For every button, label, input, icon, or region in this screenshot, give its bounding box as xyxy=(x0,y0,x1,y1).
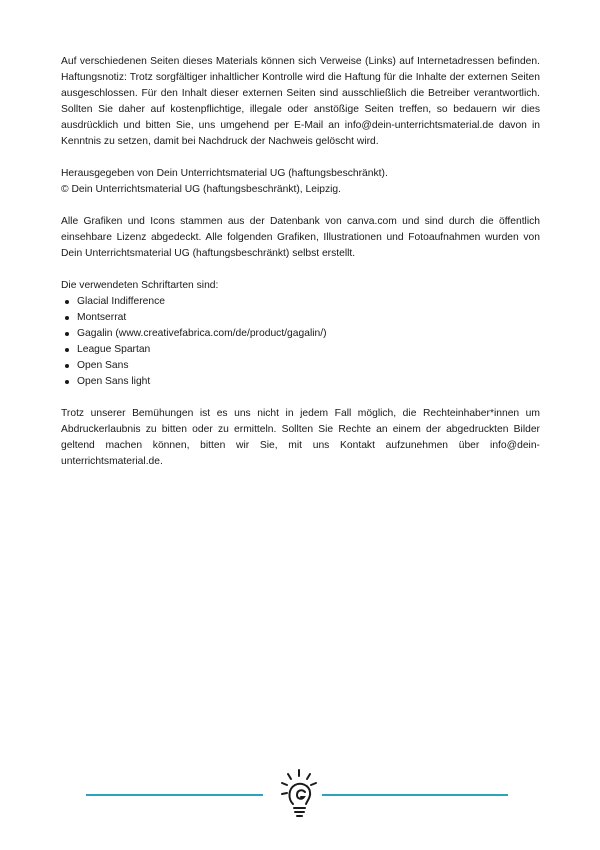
graphics-license-paragraph: Alle Grafiken und Icons stammen aus der Datenbank von canva.com und sind durch die öffentlich einsehbare Lizenz abgedeckt. Alle folgenden Grafiken, Illustrationen und Fotoaufnahmen wurden von Dein Unterrichtsmaterial UG (haftungsbeschränkt) selbst erstellt. xyxy=(61,216,540,259)
font-name: Open Sans xyxy=(77,360,129,371)
publisher-line: Herausgegeben von Dein Unterrichtsmaterial UG (haftungsbeschränkt). xyxy=(61,168,388,179)
bullet-icon xyxy=(65,348,69,352)
fonts-list xyxy=(61,294,540,390)
bullet-icon xyxy=(65,364,69,368)
bullet-icon xyxy=(65,380,69,384)
font-list-item xyxy=(61,326,540,342)
bullet-icon xyxy=(65,316,69,320)
font-list-item xyxy=(61,294,540,310)
font-list-item xyxy=(61,358,540,374)
font-name: League Spartan xyxy=(77,344,151,355)
font-list-item xyxy=(61,342,540,358)
footer-divider-right xyxy=(322,794,508,796)
document-body xyxy=(61,54,540,486)
lightbulb-logo-icon xyxy=(279,768,319,824)
links-disclaimer-paragraph: Auf verschiedenen Seiten dieses Materials können sich Verweise (Links) auf Internetadressen befinden. Haftungsnotiz: Trotz sorgfältiger inhaltlicher Kontrolle wird die Haftung für die Inhalte der externen Seiten ausgeschlossen. Für den Inhalt dieser externen Seiten sind ausschließlich die Betreiber verantwortlich. Sollten Sie daher auf kostenpflichtige, illegale oder anstößige Seiten treffen, so bedauern wir dies ausdrücklich und bitten Sie, uns umgehend per E-Mail an info@dein-unterrichtsmaterial.de davon in Kenntnis zu setzen, damit bei Nachdruck der Nachweis gelöscht wird. xyxy=(61,56,540,147)
font-name: Open Sans light xyxy=(77,376,151,387)
font-list-item xyxy=(61,310,540,326)
bullet-icon xyxy=(65,300,69,304)
copyright-line: © Dein Unterrichtsmaterial UG (haftungsbeschränkt), Leipzig. xyxy=(61,184,341,195)
font-name: Glacial Indifference xyxy=(77,296,165,307)
bullet-icon xyxy=(65,332,69,336)
footer-divider-left xyxy=(86,794,263,796)
font-name: Gagalin (www.creativefabrica.com/de/product/gagalin/) xyxy=(77,328,327,339)
rights-paragraph: Trotz unserer Bemühungen ist es uns nicht in jedem Fall möglich, die Rechteinhaber*innen um Abdruckerlaubnis zu bitten oder zu ermitteln. Sollten Sie Rechte an einem der abgedruckten Bilder geltend machen können, bitten wir Sie, mit uns Kontakt aufzunehmen über info@dein-unterrichtsmaterial.de. xyxy=(61,408,540,467)
publisher-paragraph xyxy=(61,166,540,198)
fonts-heading: Die verwendeten Schriftarten sind: xyxy=(61,280,219,291)
font-list-item xyxy=(61,374,540,390)
font-name: Montserrat xyxy=(77,312,127,323)
